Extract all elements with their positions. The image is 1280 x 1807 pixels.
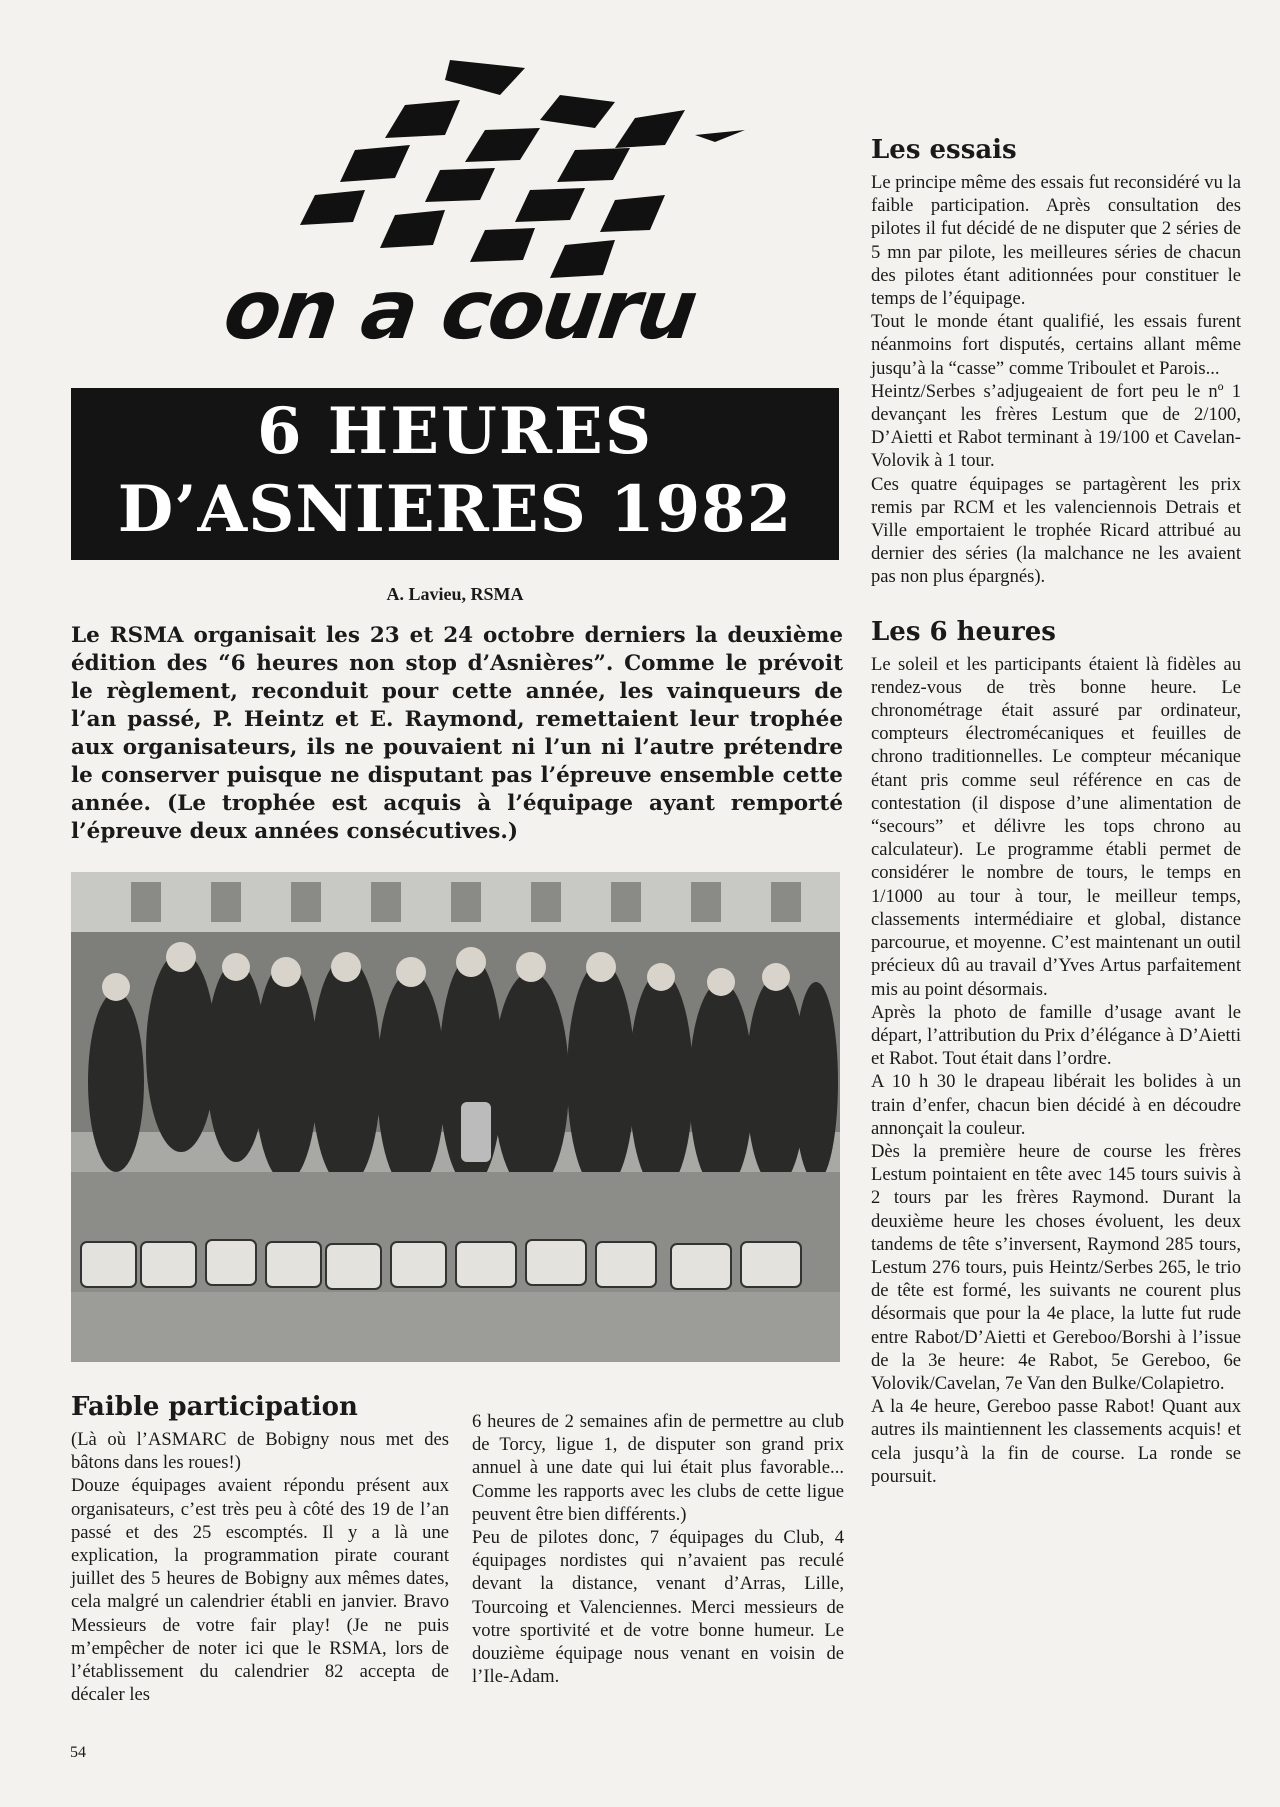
paragraph: Ces quatre équipages se partagèrent les prix remis par RCM et les valenciennois Detrais et Ville emportaient le trophée Ricard attribué au dernier des séries (la malchance ne les avaient pas non plus épargnés). [871, 473, 1241, 588]
byline: A. Lavieu, RSMA [386, 584, 524, 604]
paragraph: Après la photo de famille d’usage avant le départ, l’attribution du Prix d’élégance à D’Aietti et Rabot. Tout était dans l’ordre. [871, 1001, 1241, 1070]
paragraph: A 10 h 30 le drapeau libérait les bolides à un train d’enfer, chacun bien décidé à en découdre annonçait la couleur. [871, 1071, 1241, 1139]
heading-faible-participation: Faible participation [71, 1392, 358, 1422]
intro-paragraph: Le RSMA organisait les 23 et 24 octobre derniers la deuxième édition des “6 heures non stop d’Asnières”. Comme le prévoit le règlement, reconduit pour cette année, les vainqueurs de l’an passé, P. Heintz et E. Raymond, remettaient leur trophée aux organisateurs, ils ne pouvaient ni l’un ni l’autre prétendre le conserver puisque ne disputant pas l’épreuve ensemble cette année. (Le trophée est acquis à l’équipage ayant remporté l’épreuve deux années consécutives.) [71, 623, 843, 844]
group-photo-image [71, 872, 840, 1362]
paragraph: Dès la première heure de course les frères Lestum pointaient en tête avec 145 tours suivis à 2 tours par les frères Raymond. Durant la deuxième heure les choses évoluent, les deux tandems de tête s’inversent, Raymond 285 tours, Lestum 276 tours, puis Heintz/Serbes 265, le trio de tête est formé, les suivants ne courent plus désormais que pour la 4e place, la lutte fut rude entre Rabot/D’Aietti et Gereboo/Borshi à l’issue de la 3e heure: 4e Rabot, 5e Gereboo, 6e Volovik/Cavelan, 7e Van den Bulke/Colapietro. [871, 1140, 1241, 1394]
paragraph: (Là où l’ASMARC de Bobigny nous met des bâtons dans les roues!) [71, 1429, 449, 1474]
paragraph: Douze équipages avaient répondu présent aux organisateurs, c’est très peu à côté des 19 de l’an passé et des 25 escomptés. Il y a là une explication, la programmation pirate courant juillet des 5 heures de Bobigny aux mêmes dates, cela malgré un calendrier établi en janvier. Bravo Messieurs de votre fair play! (Je ne puis m’empêcher de noter ici que le RSMA, lors de l’établissement du calendrier 82 accepta de décaler les [71, 1475, 449, 1706]
heading-les-essais: Les essais [871, 135, 1017, 165]
paragraph: Le principe même des essais fut reconsidéré vu la faible participation. Après consultation des pilotes il fut décidé de ne disputer que 2 séries de 5 mn par pilote, les meilleures séries de chacun des pilotes étant aditionnées pour constituer le temps de l’équipage. [871, 172, 1241, 310]
paragraph: Tout le monde étant qualifié, les essais furent néanmoins fort disputés, certains allant même jusqu’à la “casse” comme Triboulet et Parois... [871, 311, 1241, 379]
logo-wordmark: on a couru [218, 263, 702, 358]
heading-les-6-heures: Les 6 heures [871, 616, 1056, 647]
paragraph: Heintz/Serbes s’adjugeaient de fort peu le nº 1 devançant les frères Lestum que de 2/100, D’Aietti et Rabot terminant à 19/100 et Cavelan-Volovik à 1 tour. [871, 380, 1241, 472]
page-number: 54 [70, 1744, 86, 1761]
column-left [71, 1392, 449, 1706]
title-banner [71, 388, 839, 560]
paragraph: Peu de pilotes donc, 7 équipages du Club, 4 équipages nordistes qui n’avaient pas reculé devant la distance, venant d’Arras, Lille, Tourcoing et Valenciennes. Merci messieurs de votre sportivité et de votre bonne humeur. Le douzième équipage nous venant en voisin de l’Ile-Adam. [472, 1527, 844, 1688]
paragraph: 6 heures de 2 semaines afin de permettre au club de Torcy, ligue 1, de disputer son grand prix annuel à une date qui lui était plus favorable... Comme les rapports avec les clubs de cette ligue peuvent être bien différents.) [472, 1411, 844, 1525]
title-line-2: D’ASNIERES 1982 [117, 472, 793, 547]
column-middle [472, 1410, 844, 1688]
paragraph: A la 4e heure, Gereboo passe Rabot! Quant aux autres ils maintiennent les classements acquis! et cela jusqu’à la fin de course. La ronde se poursuit. [871, 1396, 1241, 1487]
column-right [871, 135, 1241, 1488]
title-line-1: 6 HEURES [256, 394, 654, 469]
paragraph: Le soleil et les participants étaient là fidèles au rendez-vous de très bonne heure. Le chronométrage était assuré par ordinateur, compteurs électromécaniques et feuilles de chrono traditionnelles. Le compteur mécanique étant pris comme seul référence en cas de contestation (il dispose d’une alimentation de “secours” et délivre les tops chrono au calculateur). Le programme établi permet de considérer le nombre de tours, le temps en 1/1000 au tour à tour, le meilleur temps, classements intermédiaire et global, distance parcourue, et moyenne. C’est maintenant un outil précieux dû au travail d’Yves Artus parfaitement mis au point désormais. [871, 653, 1241, 1000]
